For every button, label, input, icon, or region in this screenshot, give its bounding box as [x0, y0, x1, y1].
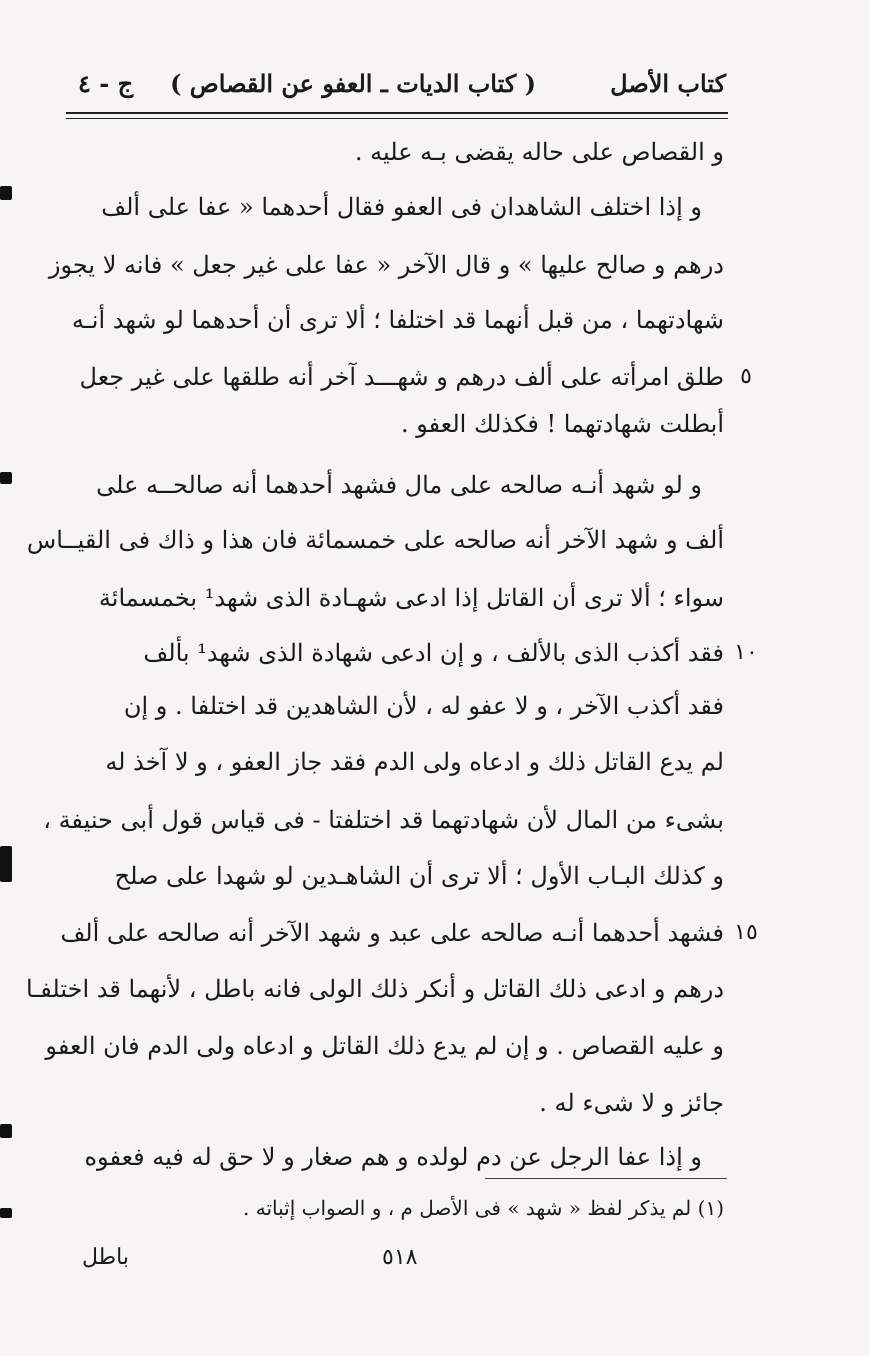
footnote-rule: [485, 1178, 727, 1179]
text-line: ألف و شهد الآخر أنه صالحه على خمسمائة فان هذا و ذاك فى القيــاس: [26, 526, 724, 554]
text-line: بشىء من المال لأن شهادتهما قد اختلفتا - فى قياس قول أبى حنيفة ،: [43, 806, 724, 834]
running-header: [78, 62, 726, 106]
text-line: شهادتهما ، من قبل أنهما قد اختلفا ؛ ألا ترى أن أحدهما لو شهد أنـه: [71, 306, 724, 334]
header-book-title: كتاب الأصل: [610, 69, 726, 98]
text-line: درهم و ادعى ذلك القاتل و أنكر ذلك الولى فانه باطل ، لأنهما قد اختلفـا: [25, 975, 724, 1003]
text-line: فقد أكذب الآخر ، و لا عفو له ، لأن الشاهدين قد اختلفا . و إن: [123, 692, 724, 720]
line-number: ٥: [740, 364, 752, 389]
text-line: أبطلت شهادتهما ! فكذلك العفو .: [400, 410, 724, 438]
scan-margin-mark: [0, 846, 12, 882]
text-line: طلق امرأته على ألف درهم و شهـــد آخر أنه طلقها على غير جعل: [79, 363, 724, 391]
text-line: لم يدع القاتل ذلك و ادعاه ولى الدم فقد جاز العفو ، و لا آخذ له: [105, 748, 724, 776]
text-line: و لو شهد أنـه صالحه على مال فشهد أحدهما أنه صالحــه على: [96, 471, 702, 499]
scan-margin-mark: [0, 1208, 12, 1218]
text-line: فشهد أحدهما أنـه صالحه على عبد و شهد الآخر أنه صالحه على ألف: [60, 919, 724, 947]
text-line: و عليه القصاص . و إن لم يدع ذلك القاتل و ادعاه ولى الدم فان العفو: [45, 1032, 724, 1060]
footnote: (١) لم يذكر لفظ « شهد » فى الأصل م ، و الصواب إثباته .: [243, 1196, 724, 1220]
scan-margin-mark: [0, 1124, 12, 1138]
text-line: درهم و صالح عليها » و قال الآخر « عفا على غير جعل » فانه لا يجوز: [48, 251, 724, 279]
line-number: ١٠: [734, 640, 758, 665]
scan-margin-mark: [0, 472, 12, 484]
page-number: ٥١٨: [382, 1245, 418, 1270]
header-rule-thick: [66, 112, 728, 114]
text-line: و القصاص على حاله يقضى بـه عليه .: [354, 138, 724, 166]
catchword: باطل: [82, 1245, 129, 1270]
text-line: و كذلك البـاب الأول ؛ ألا ترى أن الشاهـدين لو شهدا على صلح: [114, 862, 724, 890]
text-line: سواء ؛ ألا ترى أن القاتل إذا ادعى شهـادة الذى شهد¹ بخمسمائة: [98, 584, 724, 612]
header-rule-thin: [66, 118, 728, 119]
scan-margin-mark: [0, 186, 12, 200]
text-line: فقد أكذب الذى بالألف ، و إن ادعى شهادة الذى شهد¹ بألف: [143, 639, 724, 667]
header-volume: ج - ٤: [78, 69, 134, 98]
text-line: و إذا عفا الرجل عن دم لولده و هم صغار و لا حق له فيه فعفوه: [84, 1143, 702, 1171]
text-line: و إذا اختلف الشاهدان فى العفو فقال أحدهما « عفا على ألف: [101, 193, 702, 221]
line-number: ١٥: [734, 920, 758, 945]
text-line: جائز و لا شىء له .: [539, 1089, 724, 1117]
header-chapter-title: ( كتاب الديات ـ العفو عن القصاص ): [170, 69, 536, 98]
